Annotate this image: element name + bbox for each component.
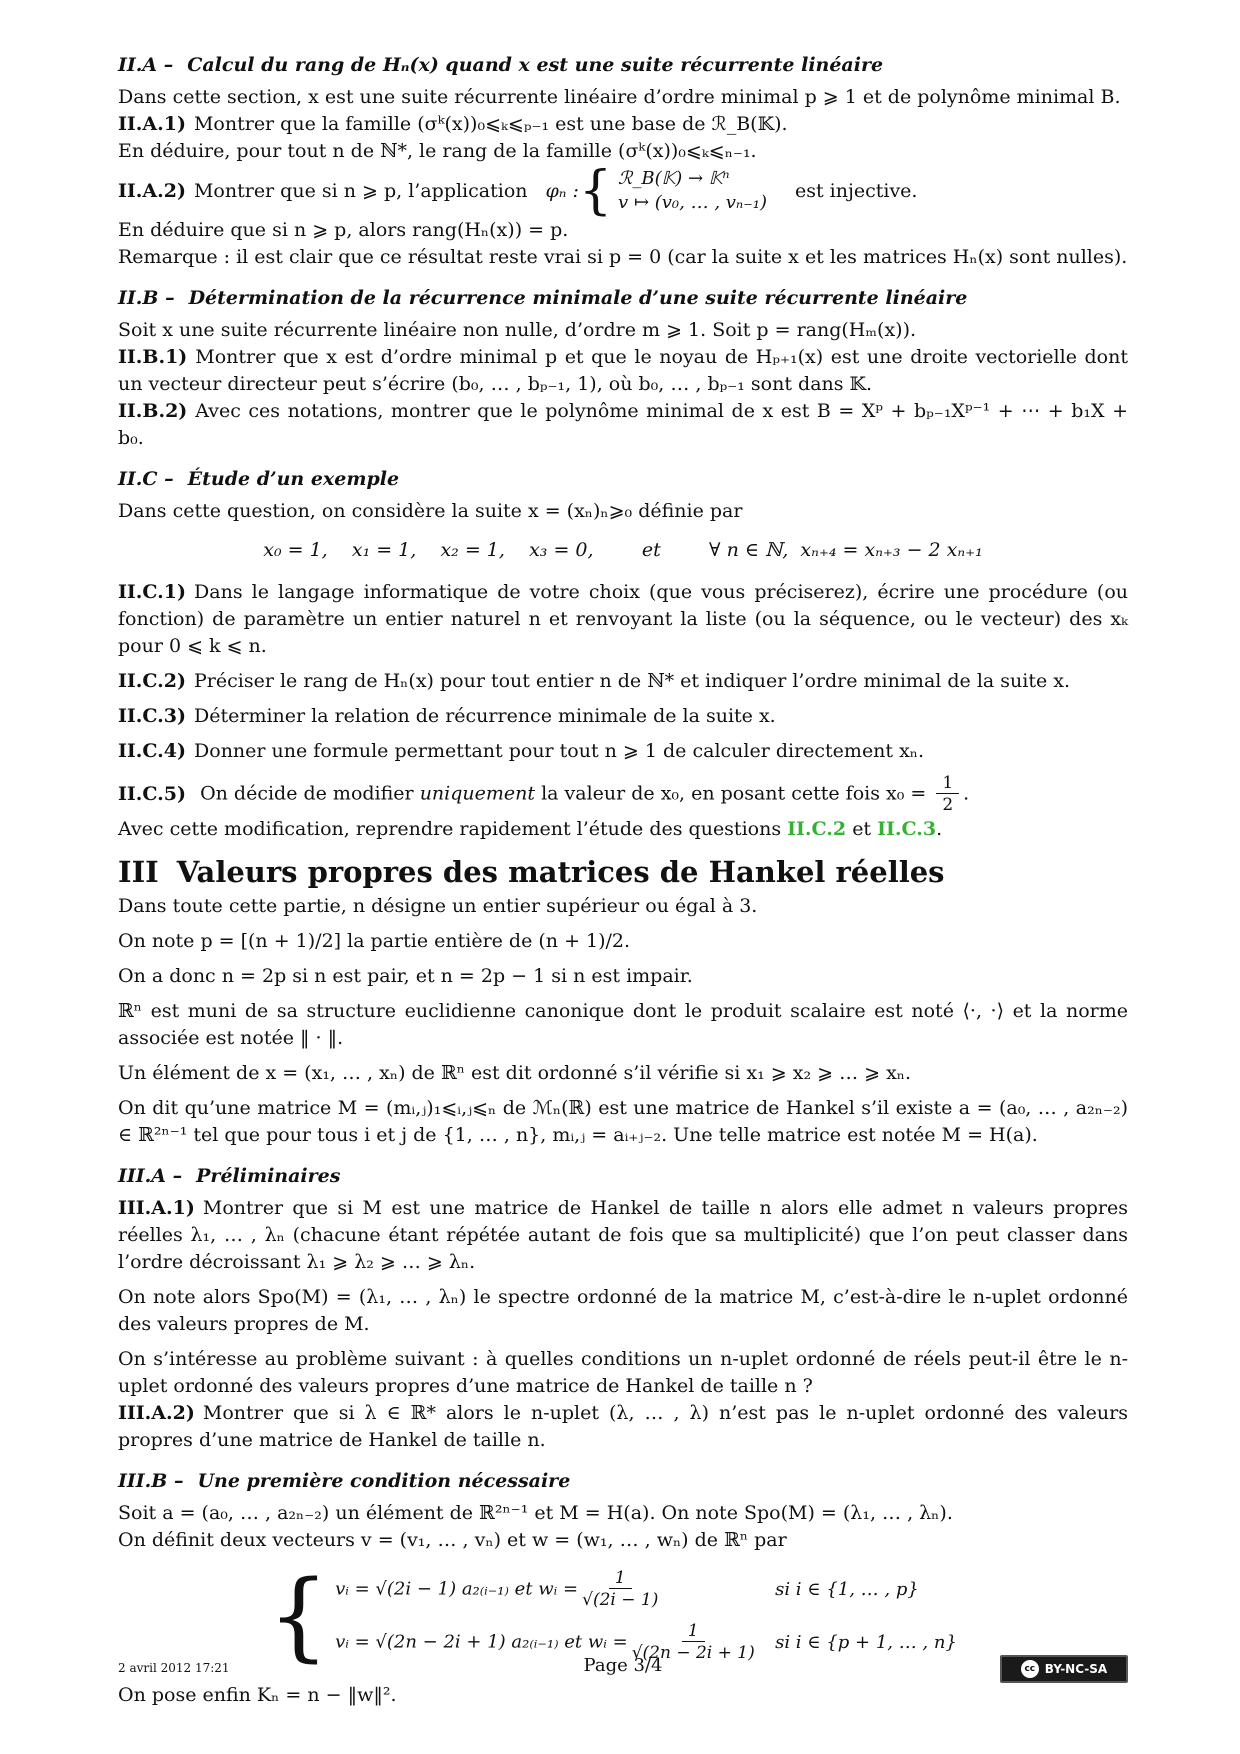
paragraph — [118, 816, 1128, 843]
cross-reference-link[interactable]: II.C.3 — [877, 818, 937, 840]
question-text: Donner une formule permettant pour tout n ⩾ 1 de calculer directement xₙ. — [194, 740, 925, 762]
question-IIC4 — [118, 738, 1128, 765]
brace-glyph: { — [268, 1560, 330, 1672]
question-label: II.A.1) — [118, 113, 186, 135]
text: Avec cette modification, reprendre rapidement l’étude des questions — [118, 818, 782, 840]
subsection-heading-IIB — [118, 285, 1128, 311]
paragraph: On note alors Spo(M) = (λ₁, … , λₙ) le spectre ordonné de la matrice M, c’est-à-dire le n-uplet ordonné des valeurs propres de M. — [118, 1286, 1128, 1335]
question-IIC5 — [118, 773, 1128, 816]
paragraph: Un élément de x = (x₁, … , xₙ) de ℝⁿ est dit ordonné s’il vérifie si x₁ ⩾ x₂ ⩾ … ⩾ xₙ. — [118, 1062, 912, 1084]
system-condition: si i ∈ {1, … , p} — [775, 1579, 919, 1600]
subsection-label: II.C – — [118, 468, 174, 490]
subsection-label: II.B – — [118, 287, 175, 309]
numerator: 1 — [609, 1568, 632, 1589]
paragraph: ℝⁿ est muni de sa structure euclidienne canonique dont le produit scalaire est noté ⟨·, ·⟩ et la norme associée est notée ‖ · ‖. — [118, 1000, 1128, 1049]
system-equation — [335, 1568, 775, 1611]
page-footer — [118, 1655, 1128, 1685]
brace-glyph: { — [578, 161, 613, 221]
paragraph: On s’intéresse au problème suivant : à quelles conditions un n-uplet ordonné de réels peut-il être le n-uplet ordonné des valeurs propres d’une matrice de Hankel de taille n ? — [118, 1348, 1128, 1397]
question-label: II.A.2) — [118, 179, 186, 202]
paragraph: On note p = [(n + 1)/2] la partie entière de (n + 1)/2. — [118, 930, 631, 952]
paragraph: En déduire que si n ⩾ p, alors rang(Hₙ(x)) = p. — [118, 219, 569, 241]
paragraph: Dans cette section, x est une suite récurrente linéaire d’ordre minimal p ⩾ 1 et de polynôme minimal B. — [118, 86, 1121, 108]
subsection-title: Une première condition nécessaire — [197, 1470, 571, 1492]
question-label: III.A.2) — [118, 1402, 195, 1424]
numerator: 1 — [682, 1621, 705, 1642]
punctuation: . — [936, 818, 943, 840]
creative-commons-icon: cc — [1021, 1660, 1039, 1678]
emphasis: uniquement — [419, 782, 536, 805]
denominator: √(2n − 2i + 1) — [631, 1643, 755, 1663]
numerator: 1 — [936, 773, 959, 794]
page-body — [118, 52, 1128, 1709]
paragraph: Soit a = (a₀, … , a₂ₙ₋₂) un élément de ℝ²ⁿ⁻¹ et M = H(a). On note Spo(M) = (λ₁, … , λₙ). — [118, 1502, 953, 1524]
equation-text: vᵢ = √(2n − 2i + 1) a₂₍ᵢ₋₁₎ et wᵢ = — [335, 1631, 628, 1653]
subsection-label: III.A – — [118, 1165, 183, 1187]
question-text: Montrer que si M est une matrice de Hankel de taille n alors elle admet n valeurs propres réelles λ₁, … , λₙ (chacune étant répétée autant de fois que sa multiplicité) que l’on peut classer dans l’ordre décroissant λ₁ ⩾ λ₂ ⩾ … ⩾ λₙ. — [118, 1197, 1128, 1273]
section-heading-III — [118, 855, 1128, 889]
question-text: Déterminer la relation de récurrence minimale de la suite x. — [194, 705, 776, 727]
subsection-heading-IIC — [118, 466, 1128, 492]
subsection-heading-IIA — [118, 52, 1128, 78]
question-text: Montrer que si n ⩾ p, l’application — [193, 179, 528, 202]
system-condition: si i ∈ {p + 1, … , n} — [775, 1632, 957, 1653]
subsection-heading-IIIB — [118, 1468, 1128, 1494]
question-label: II.B.2) — [118, 400, 188, 422]
question-IIB1 — [118, 344, 1128, 398]
question-text: Avec ces notations, montrer que le polynôme minimal de x est B = Xᵖ + bₚ₋₁Xᵖ⁻¹ + ⋯ + b₁X + b₀. — [118, 400, 1128, 449]
question-text: On décide de modifier — [200, 782, 414, 805]
subsection-title: Calcul du rang de Hₙ(x) quand x est une suite récurrente linéaire — [187, 54, 884, 76]
cross-reference-link[interactable]: II.C.2 — [787, 818, 847, 840]
fraction — [582, 1568, 658, 1611]
question-text: Montrer que la famille (σᵏ(x))₀⩽ₖ⩽ₚ₋₁ est une base de ℛ_B(𝕂). — [193, 113, 788, 135]
question-IIC1 — [118, 579, 1128, 660]
question-IIIA2 — [118, 1400, 1128, 1454]
question-text: Montrer que x est d’ordre minimal p et que le noyau de Hₚ₊₁(x) est une droite vectorielle dont un vecteur directeur peut s’écrire (b₀, … , bₚ₋₁, 1), où b₀, … , bₚ₋₁ sont dans 𝕂. — [118, 346, 1128, 395]
system-row — [335, 1568, 957, 1611]
paragraph: On a donc n = 2p si n est pair, et n = 2p − 1 si n est impair. — [118, 965, 693, 987]
paragraph: Dans cette question, on considère la suite x = (xₙ)ₙ⩾₀ définie par — [118, 500, 743, 522]
map-line: ℛ_B(𝕂) → 𝕂ⁿ — [618, 168, 730, 189]
question-text: Préciser le rang de Hₙ(x) pour tout entier n de ℕ* et indiquer l’ordre minimal de la suite x. — [194, 670, 1071, 692]
section-title: Valeurs propres des matrices de Hankel réelles — [176, 855, 945, 889]
question-text: est injective. — [794, 179, 918, 202]
fraction — [936, 773, 959, 816]
remark: Remarque : il est clair que ce résultat reste vrai si p = 0 (car la suite x et les matrices Hₙ(x) sont nulles). — [118, 246, 1128, 268]
subsection-heading-IIIA — [118, 1163, 1128, 1189]
page-number: Page 3/4 — [583, 1655, 663, 1676]
question-IIC3 — [118, 703, 1128, 730]
question-IIB2 — [118, 398, 1128, 452]
question-label: II.B.1) — [118, 346, 188, 368]
question-label: III.A.1) — [118, 1197, 195, 1219]
question-text: Dans le langage informatique de votre choix (que vous préciserez), écrire une procédure (ou fonction) de paramètre un entier naturel n et renvoyant la liste (ou la séquence, ou le vecteur) des xₖ pour 0 ⩽ k ⩽ n. — [118, 581, 1128, 657]
paragraph: On définit deux vecteurs v = (v₁, … , vₙ) et w = (w₁, … , wₙ) de ℝⁿ par — [118, 1529, 787, 1551]
punctuation: . — [963, 782, 970, 805]
section-number: III — [118, 855, 159, 889]
question-text: la valeur de x₀, en posant cette fois x₀ = — [541, 782, 927, 805]
license-label: BY-NC-SA — [1044, 1662, 1108, 1676]
subsection-title: Étude d’un exemple — [187, 468, 400, 490]
map-symbol: φₙ : — [545, 179, 579, 202]
question-label: II.C.2) — [118, 670, 187, 692]
question-label: II.C.1) — [118, 581, 187, 603]
recurrence-equation: x₀ = 1, x₁ = 1, x₂ = 1, x₃ = 0, et ∀ n ∈ ℕ, xₙ₊₄ = xₙ₊₃ − 2 xₙ₊₁ — [263, 539, 983, 561]
paragraph: Soit x une suite récurrente linéaire non nulle, d’ordre m ⩾ 1. Soit p = rang(Hₘ(x)). — [118, 319, 917, 341]
question-label: II.C.3) — [118, 705, 187, 727]
denominator: √(2i − 1) — [582, 1590, 659, 1610]
footer-date: 2 avril 2012 17:21 — [118, 1661, 230, 1675]
license-badge[interactable] — [1000, 1655, 1128, 1683]
question-label: II.C.5) — [118, 782, 187, 805]
denominator: 2 — [942, 795, 954, 815]
question-IIIA1 — [118, 1195, 1128, 1276]
question-label: II.C.4) — [118, 740, 187, 762]
paragraph: On pose enfin Kₙ = n − ‖w‖². — [118, 1684, 397, 1706]
question-text: Montrer que si λ ∈ ℝ* alors le n-uplet (λ, … , λ) n’est pas le n-uplet ordonné des valeurs propres d’une matrice de Hankel de taille n. — [118, 1402, 1128, 1451]
map-line: v ↦ (v₀, … , vₙ₋₁) — [618, 192, 767, 213]
subsection-title: Détermination de la récurrence minimale d’une suite récurrente linéaire — [188, 287, 968, 309]
subsection-label: III.B – — [118, 1470, 184, 1492]
map-definition — [618, 167, 767, 215]
question-IIA2 — [118, 161, 1128, 221]
subsection-label: II.A – — [118, 54, 174, 76]
question-IIC2 — [118, 668, 1128, 695]
paragraph: En déduire, pour tout n de ℕ*, le rang de la famille (σᵏ(x))₀⩽ₖ⩽ₙ₋₁. — [118, 140, 757, 162]
subsection-title: Préliminaires — [196, 1165, 341, 1187]
question-IIA1 — [118, 111, 1128, 138]
equation-text: vᵢ = √(2i − 1) a₂₍ᵢ₋₁₎ et wᵢ = — [335, 1578, 579, 1600]
paragraph: Dans toute cette partie, n désigne un entier supérieur ou égal à 3. — [118, 895, 758, 917]
paragraph: On dit qu’une matrice M = (mᵢ,ⱼ)₁⩽ᵢ,ⱼ⩽ₙ de ℳₙ(ℝ) est une matrice de Hankel s’il existe a = (a₀, … , a₂ₙ₋₂) ∈ ℝ²ⁿ⁻¹ tel que pour tous i et j de {1, … , n}, mᵢ,ⱼ = aᵢ₊ⱼ₋₂. Une telle matrice est notée M = H(a). — [118, 1097, 1128, 1146]
text: et — [852, 818, 872, 840]
